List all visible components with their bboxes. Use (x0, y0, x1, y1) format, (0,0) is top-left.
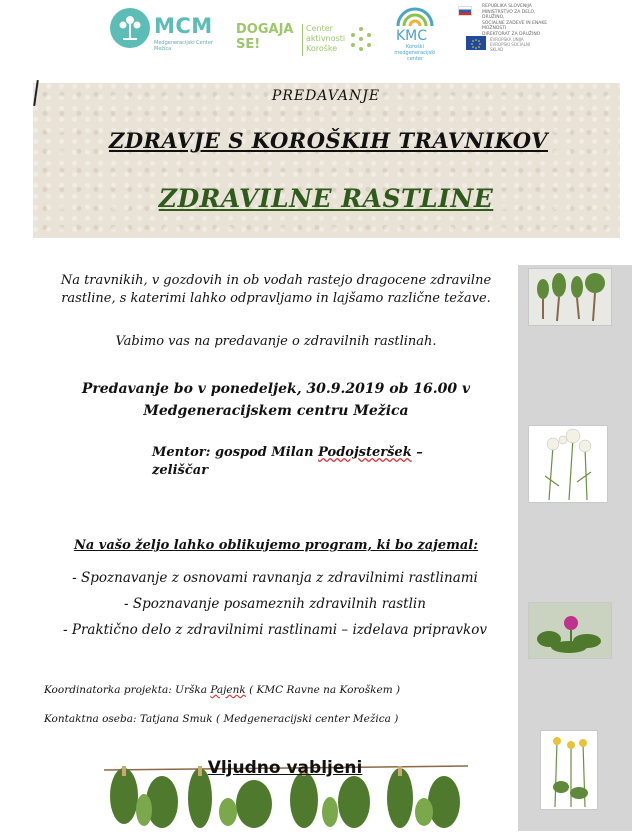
title-banner (33, 83, 620, 238)
eu-text: EVROPSKA UNIJA EVROPSKI SOCIALNI SKLAD (490, 37, 531, 52)
event-datetime (36, 378, 516, 422)
slovenia-flag-icon (458, 6, 472, 16)
eu-flag-icon (466, 36, 486, 50)
banner-subtitle: ZDRAVILNE RASTLINE (158, 184, 494, 213)
ministry-text: REPUBLIKA SLOVENIJA MINISTRSTVO ZA DELO, DRUŽINO, SOCIALNE ZADEVE IN ENAKE MOŽNOSTI DIREKTORAT ZA DRUŽINO (482, 4, 548, 37)
mcm-logo-text: MCM (154, 14, 213, 38)
yarrow-flower-image (528, 425, 608, 503)
kmc-logo-text: KMC (396, 28, 428, 44)
eu-logo (466, 36, 536, 58)
event-location: Medgeneracijskem centru Mežica (143, 403, 409, 419)
mentor-line: Mentor: gospod Milan Podojsteršek – zeliščar (152, 445, 423, 478)
logo-divider (302, 24, 303, 56)
dogaja-se-text: DOGAJA SE! (236, 22, 294, 52)
kmc-logo-subtitle: Koroški medgeneracijski center (394, 44, 436, 62)
mentor-name: Podojsteršek (318, 445, 412, 460)
kmc-logo (388, 0, 442, 60)
program-heading: Na vašo željo lahko oblikujemo program, ki bo zajemal: (73, 538, 479, 553)
event-datetime-line1: Predavanje bo v ponedeljek, 30.9.2019 ob 16.00 v (81, 381, 471, 397)
mcm-logo (110, 8, 220, 52)
thistle-plant-image (528, 602, 612, 659)
celandine-plant-image (540, 730, 598, 810)
program-item: - Praktično delo z zdravilnimi rastlinami – izdelava pripravkov (63, 622, 487, 638)
banner-title: ZDRAVJE S KOROŠKIH TRAVNIKOV (109, 128, 548, 153)
dots-icon (348, 26, 374, 52)
closing-text: Vljudno vabljeni (207, 758, 363, 778)
center-aktivnosti-text: Center aktivnosti Koroške (306, 24, 346, 53)
coordinator-surname: Pajenk (210, 684, 246, 696)
ministry-logo (458, 4, 558, 37)
program-item: - Spoznavanje z osnovami ravnanja z zdravilnimi rastlinami (72, 570, 478, 586)
tree-icon (110, 8, 150, 48)
plant-roots-image (528, 268, 612, 326)
coordinator-line: Koordinatorka projekta: Urška Pajenk ( KMC Ravne na Koroškem ) (44, 684, 401, 696)
banner-label: PREDAVANJE (271, 88, 381, 104)
program-item: - Spoznavanje posameznih zdravilnih rastlin (124, 596, 426, 612)
contact-line: Kontaktna oseba: Tatjana Smuk ( Medgeneracijski center Mežica ) (44, 713, 399, 725)
mcm-logo-subtitle: Medgeneracijski Center Mežica (154, 40, 214, 52)
invitation-text: Vabimo vas na predavanje o zdravilnih rastlinah. (115, 334, 437, 349)
intro-paragraph: Na travnikih, v gozdovih in ob vodah rastejo dragocene zdravilne rastline, s katerimi lahko odpravljamo in lajšamo različne težave. (60, 273, 492, 306)
dogaja-se-logo (236, 22, 376, 66)
kmc-arcs-icon (388, 0, 442, 30)
